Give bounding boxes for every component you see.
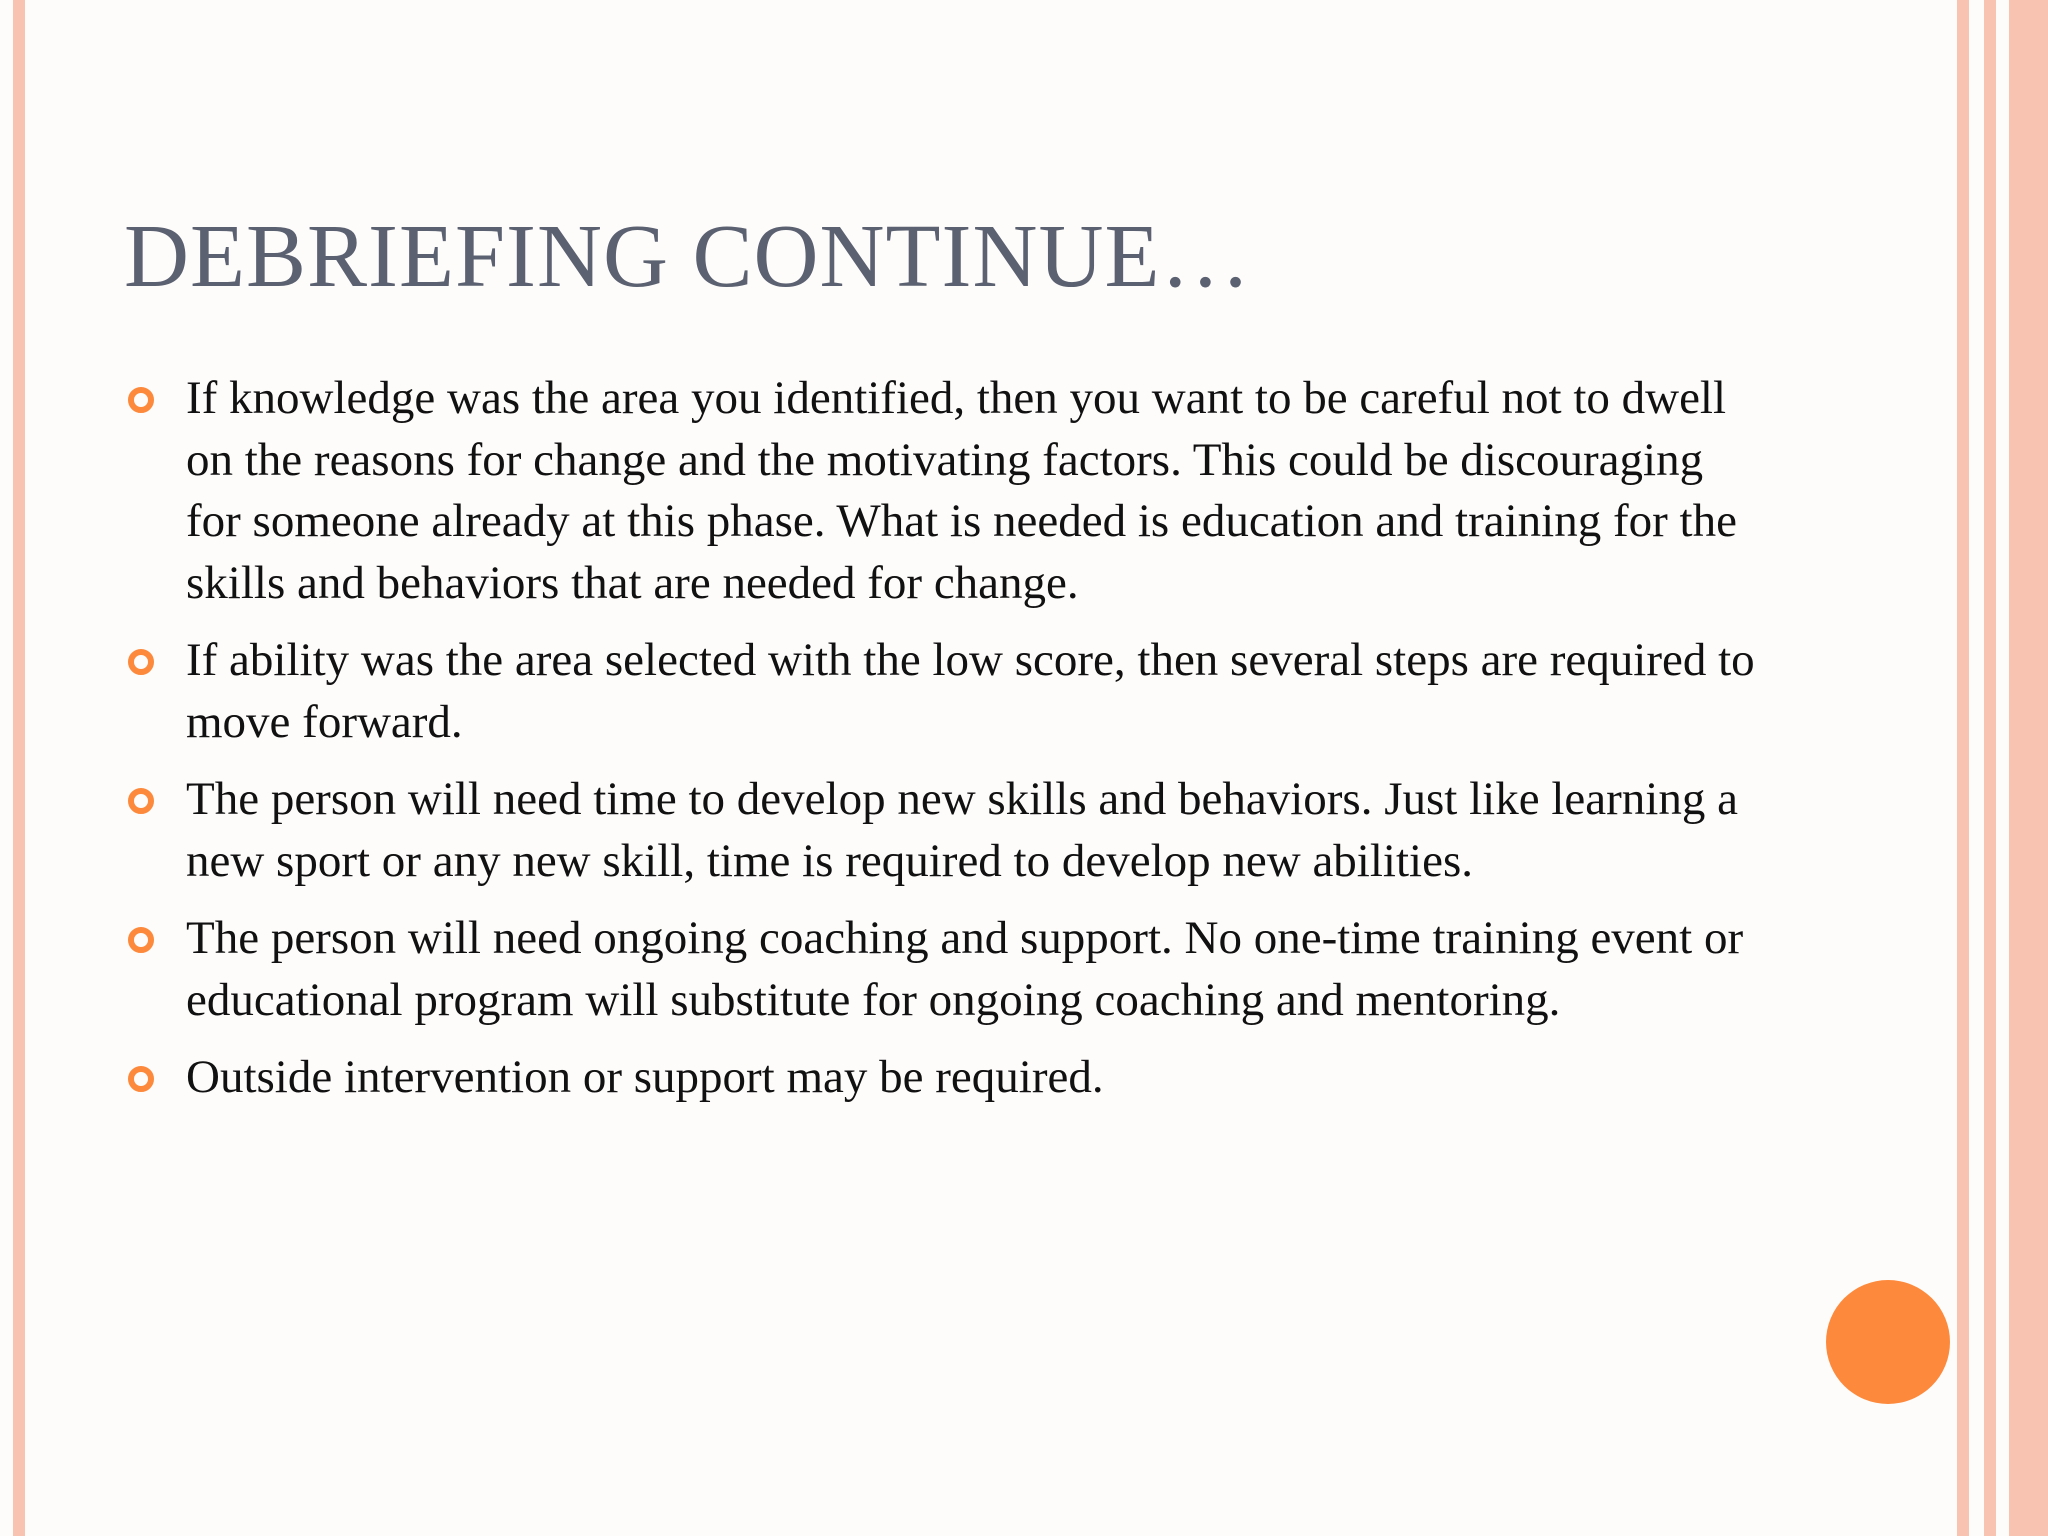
- bullet-item: [120, 1047, 1760, 1109]
- hollow-circle-bullet-icon: [128, 788, 154, 814]
- right-border-stripe: [2009, 0, 2048, 1536]
- bullet-item: [120, 630, 1760, 753]
- right-border-stripe: [1957, 0, 1969, 1536]
- bullet-list: [120, 368, 1760, 1125]
- bullet-item: [120, 368, 1760, 614]
- orange-circle-decoration-icon: [1826, 1280, 1950, 1404]
- bullet-text: The person will need ongoing coaching and support. No one-time training event or educational program will substitute for ongoing coaching and mentoring.: [186, 912, 1744, 1026]
- bullet-item: [120, 769, 1760, 892]
- bullet-item: [120, 908, 1760, 1031]
- right-border-gap: [1969, 0, 1984, 1536]
- left-border-decoration: [13, 0, 25, 1536]
- bullet-text: Outside intervention or support may be required.: [186, 1051, 1104, 1103]
- right-border-stripe: [1984, 0, 1996, 1536]
- bullet-text: If ability was the area selected with the low score, then several steps are required to move forward.: [186, 634, 1755, 748]
- hollow-circle-bullet-icon: [128, 1066, 154, 1092]
- hollow-circle-bullet-icon: [128, 649, 154, 675]
- bullet-text: If knowledge was the area you identified, then you want to be careful not to dwell on the reasons for change and the motivating factors. This could be discouraging for someone already at this phase. What is needed is education and training for the skills and behaviors that are needed for change.: [186, 372, 1737, 609]
- hollow-circle-bullet-icon: [128, 927, 154, 953]
- slide-title: DEBRIEFING CONTINUE…: [124, 207, 1252, 306]
- bullet-text: The person will need time to develop new skills and behaviors. Just like learning a new sport or any new skill, time is required to develop new abilities.: [186, 773, 1738, 887]
- right-border-gap: [1996, 0, 2009, 1536]
- hollow-circle-bullet-icon: [128, 387, 154, 413]
